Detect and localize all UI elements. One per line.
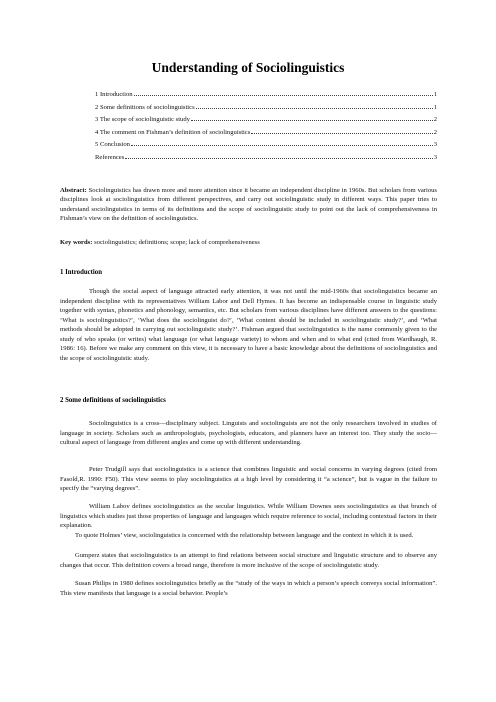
- section-heading-definitions: 2 Some definitions of sociolinguistics: [60, 397, 166, 404]
- abstract-label: Abstract:: [60, 187, 87, 194]
- toc-entry-title: 2 Some definitions of sociolinguistics: [95, 103, 195, 111]
- paragraph: Sociolinguistics is a cross—disciplinary subject. Linguists and sociolinguists are not the only researchers involved in studies of language in society. Scholars such as anthropologists, psychologists, educators, and planners have an interest too. They study the socio—cultural aspect of language from different angles and come up with different understanding.: [60, 420, 437, 446]
- paragraph: Though the social aspect of language attracted early attention, it was not until the mid-1960s that sociolinguistics became an independent discipline with its representatives William Labor and Dell Hymes. It has become an indispensable course in linguistic study together with syntax, phonetics and phonology, semantics, etc. But scholars from various disciplines have different answers to the questions: ‘What is sociolinguistics?’, ‘What does the sociolinguist do?’, ‘What content should be included in sociolinguistic study?’, and ‘What methods should be adopted in carrying out sociolinguistic study?’. Fishman argued that sociolinguistics is the name commonly given to the study of who speaks (or writes) what language (or what language variety) to whom and when and to what end (cited from Wardhaugh, R. 1986: 16). Before we make any comment on this view, it is necessary to have a basic knowledge about the definitions of sociolinguistics and the scope of sociolinguistic study.: [60, 288, 437, 362]
- toc-entry[interactable]: [95, 150, 437, 163]
- keywords: [60, 238, 437, 247]
- toc-entry-title: 1 Introduction: [95, 91, 133, 98]
- paragraph: Peter Trudgill says that sociolinguistics is a science that combines linguistic and social concerns in varying degrees (cited from Fasold,R. 1990: F50). This view seems to play sociolinguistics at a high level by considering it “a science”, but is vague in the failure to specify the “varying degrees”.: [60, 466, 437, 492]
- toc-entry-page: 3: [433, 153, 437, 161]
- toc-leader-dots: [196, 100, 433, 109]
- toc-leader-dots: [191, 112, 433, 121]
- document-title: Understanding of Sociolinguistics: [151, 60, 345, 75]
- toc-entry-title: 3 The scope of sociolinguistic study: [95, 116, 190, 123]
- paragraph: To quote Holmes’ view, sociolinguistics is concerned with the relationship between language and the context in which it is used.: [75, 532, 414, 539]
- abstract: [60, 186, 437, 224]
- toc-entry[interactable]: [95, 87, 437, 100]
- toc-entry-title: 5 Conclusion: [95, 141, 130, 148]
- paragraph: Gumperz states that sociolinguistics is an attempt to find relations between social structure and linguistic structure and to observe any changes that occur. This definition covers a broad range, therefore is more inclusive of the scope of sociolinguistic study.: [60, 552, 437, 569]
- toc-entry-page: 2: [433, 116, 437, 123]
- keywords-text: sociolinguistics; definitions; scope; lack of comprehensiveness: [94, 239, 260, 246]
- toc-entry-page: 1: [433, 91, 437, 98]
- paragraph: Susan Philips in 1980 defines sociolinguistics briefly as the “study of the ways in which a person’s speech conveys social information”. This view manifests that language is a social behavior. People’s: [60, 580, 437, 597]
- toc-entry-page: 2: [433, 128, 437, 136]
- toc-entry[interactable]: [95, 112, 437, 125]
- toc-entry[interactable]: [95, 100, 437, 113]
- toc-entry[interactable]: [95, 125, 437, 138]
- paragraph: William Labov defines sociolinguistics as the secular linguistics. While William Downes sees sociolinguistics as that branch of linguistics which studies just those properties of language and languages which require reference to social, including contextual factors in their explanation.: [60, 503, 437, 529]
- section-heading-introduction: 1 Introduction: [60, 269, 102, 276]
- toc-entry-title: References: [95, 153, 125, 161]
- abstract-text: Sociolinguistics has drawn more and more attention since it became an independent discipline in 1960s. But scholars from various disciplines look at sociolinguistics from different perspectives, and carry out sociolinguistic study in different ways. This paper tries to understand sociolinguistics in terms of its definitions and the scope of sociolinguistic study to point out the lack of comprehensiveness in Fishman’s view on the definition of sociolinguistics.: [60, 187, 437, 223]
- toc-leader-dots: [251, 125, 432, 134]
- toc-entry-page: 1: [433, 103, 437, 111]
- toc-entry-title: 4 The comment on Fishman’s definition of sociolinguistics: [95, 128, 251, 136]
- toc-leader-dots: [134, 87, 433, 96]
- toc-entry-page: 3: [433, 141, 437, 148]
- toc-leader-dots: [131, 137, 433, 146]
- toc-leader-dots: [125, 150, 432, 159]
- table-of-contents: [95, 87, 437, 162]
- keywords-label: Key words:: [60, 239, 93, 246]
- toc-entry[interactable]: [95, 137, 437, 150]
